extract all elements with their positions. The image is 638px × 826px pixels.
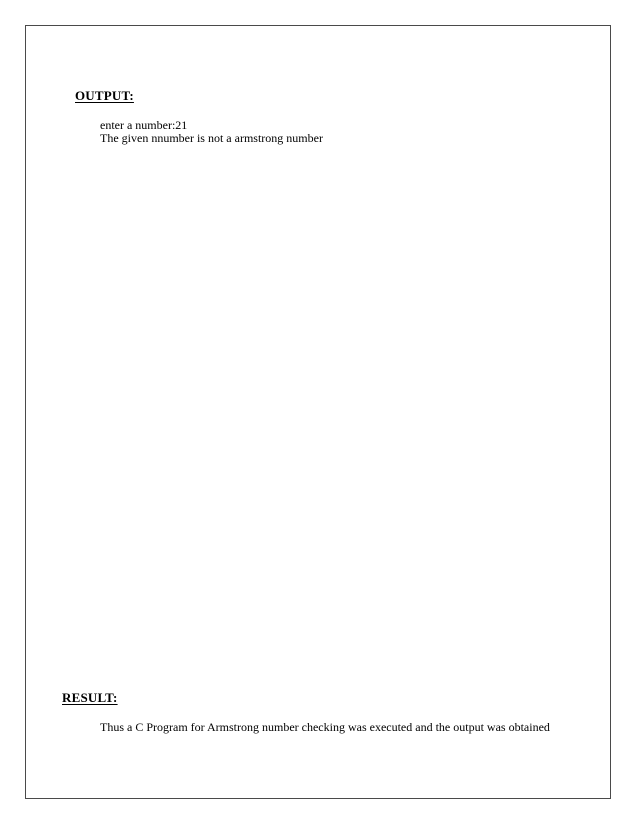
result-text: Thus a C Program for Armstrong number checking was executed and the output was obtained: [100, 720, 550, 734]
output-heading: OUTPUT:: [75, 88, 134, 103]
result-heading: RESULT:: [62, 690, 118, 705]
output-line-input-prompt: enter a number:21: [100, 118, 188, 132]
output-line-result-message: The given nnumber is not a armstrong number: [100, 131, 323, 145]
